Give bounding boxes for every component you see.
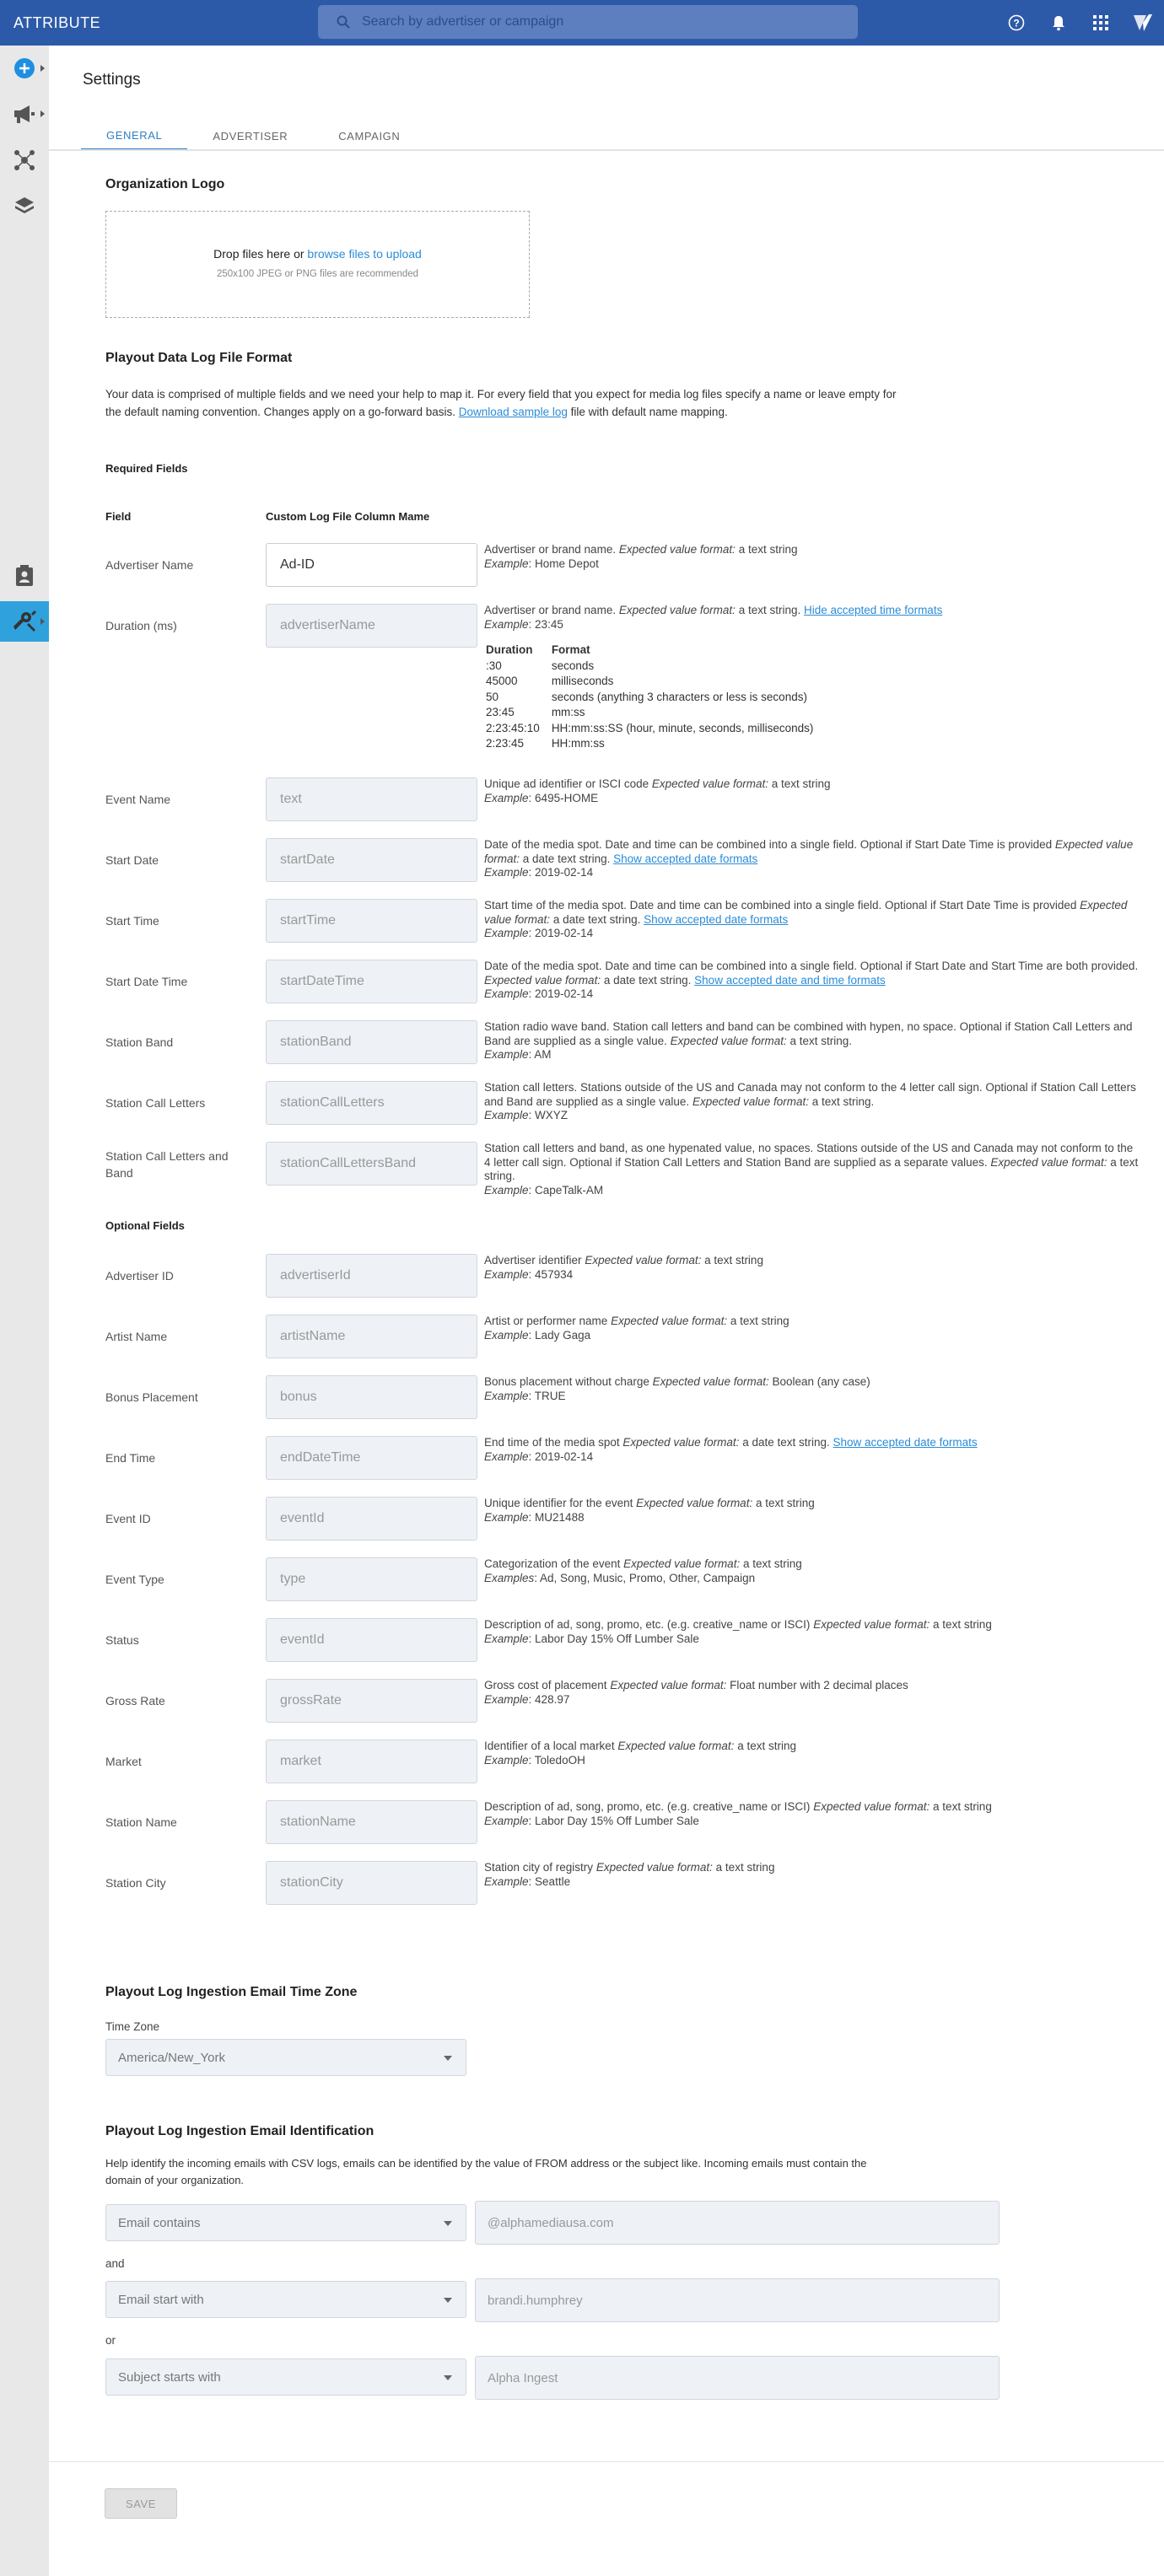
field-label: Advertiser Name (105, 558, 194, 572)
add-icon[interactable] (0, 48, 49, 89)
example-value: Labor Day 15% Off Lumber Sale (535, 1814, 699, 1827)
top-bar (0, 0, 1164, 46)
field-desc-text: Categorization of the event (484, 1557, 621, 1570)
example-label: Example (484, 1692, 529, 1706)
formats-toggle-link[interactable]: Show accepted date formats (613, 852, 758, 865)
rule-input-2[interactable]: brandi.humphrey (475, 2278, 1000, 2322)
field-label: Event Name (105, 793, 171, 806)
field-label: Duration (ms) (105, 619, 177, 632)
field-description: Advertiser identifier Expected value format: a text string Example: 457934 (484, 1254, 763, 1281)
expected-format-label: Expected value format: (813, 1800, 930, 1813)
expected-format-label: Expected value format: (990, 1155, 1107, 1169)
field-description: Categorization of the event Expected value format: a text string Examples: Ad, Song, Music, Promo, Other, Campaign (484, 1557, 802, 1584)
field-desc-text: Date of the media spot. Date and time can be combined into a single field. Optional if Start Date and Start Time are both provided. (484, 960, 1139, 972)
help-icon[interactable] (995, 14, 1037, 31)
or-connector: or (105, 2334, 116, 2347)
field-description: Station city of registry Expected value format: a text string Example: Seattle (484, 1861, 775, 1888)
expected-format-label: Expected value format: (611, 1315, 728, 1327)
example-label: Example (484, 1874, 529, 1888)
time-format-cell: seconds (551, 659, 595, 672)
time-format-cell: mm:ss (551, 706, 585, 718)
expected-format-value: Float number with 2 decimal places (730, 1679, 908, 1691)
col-header-field: Field (105, 510, 132, 523)
expected-format-value: a text string (771, 777, 831, 790)
field-desc-text: Station radio wave band. Station call letters and band can be combined with hypen, no space. Optional if Station Call Letters and Band are supplied as a single value. (484, 1020, 1133, 1047)
example-label: Example (484, 1109, 529, 1121)
field-input[interactable]: grossRate (266, 1679, 477, 1723)
time-format-header: Format (551, 643, 590, 656)
example-value: Ad, Song, Music, Promo, Other, Campaign (540, 1571, 756, 1584)
example-label: Example (484, 1632, 529, 1645)
expected-format-label: Expected value format: (692, 1094, 810, 1108)
expected-format-value: a text string (738, 543, 798, 556)
time-format-row (486, 722, 823, 736)
field-label: Start Date Time (105, 975, 188, 988)
example-label: Example (484, 1449, 529, 1463)
example-value: AM (534, 1048, 552, 1061)
field-input[interactable]: bonus (266, 1375, 477, 1419)
expected-format-value: a date text string. (603, 973, 692, 987)
field-label: Event Type (105, 1573, 164, 1586)
expected-format-value: a text string (737, 1740, 796, 1752)
example-label: Example (484, 866, 529, 879)
example-value: 2019-02-14 (535, 987, 594, 1000)
field-description: Bonus placement without charge Expected value format: Boolean (any case) Example: TRUE (484, 1375, 870, 1402)
field-desc-text: Date of the media spot. Date and time can be combined into a single field. Optional if Start Date Time is provided (484, 838, 1053, 851)
example-label: Example (484, 791, 529, 804)
field-description: End time of the media spot Expected value format: a date text string. Show accepted date formats Example: 2019-02-14 (484, 1436, 978, 1463)
field-description: Gross cost of placement Expected value format: Float number with 2 decimal places Example: 428.97 (484, 1679, 908, 1706)
field-input[interactable]: advertiserId (266, 1254, 477, 1298)
example-value: 2019-02-14 (535, 927, 594, 939)
field-input[interactable]: text (266, 777, 477, 821)
example-label: Example (484, 1753, 529, 1767)
org-logo-title: Organization Logo (105, 177, 225, 191)
field-label: Artist Name (105, 1330, 168, 1343)
example-label: Example (484, 1328, 529, 1342)
field-label: Station Band (105, 1035, 174, 1049)
field-desc-text: Description of ad, song, promo, etc. (e.g. creative_name or ISCI) (484, 1800, 811, 1813)
example-label: Examples (484, 1571, 535, 1584)
timezone-title: Playout Log Ingestion Email Time Zone (105, 1985, 358, 1999)
expected-format-value: a text string. (789, 1034, 853, 1047)
example-label: Example (484, 927, 529, 939)
formats-toggle-link[interactable]: Show accepted date and time formats (694, 973, 886, 987)
expected-format-value: a text string. (738, 604, 801, 616)
field-desc-text: Unique ad identifier or ISCI code (484, 777, 649, 790)
expected-format-value: a text string (715, 1861, 775, 1874)
time-format-cell: 45000 (486, 675, 518, 687)
example-value: 2019-02-14 (535, 866, 594, 879)
tab-advertiser[interactable]: ADVERTISER (213, 129, 288, 143)
example-value: Home Depot (535, 557, 599, 570)
timezone-value: America/New_York (118, 2050, 225, 2065)
timezone-label: Time Zone (105, 2020, 160, 2033)
brand-logo[interactable] (1122, 13, 1164, 33)
formats-toggle-link[interactable]: Show accepted date formats (833, 1436, 978, 1449)
expected-format-value: a text string (755, 1497, 815, 1509)
expected-format-label: Expected value format: (484, 899, 1128, 926)
field-desc-text: Advertiser or brand name. (484, 604, 617, 616)
field-input[interactable]: stationCity (266, 1861, 477, 1905)
example-value: Seattle (535, 1874, 571, 1888)
expected-format-value: a date text string. (742, 1436, 830, 1449)
field-label: Status (105, 1633, 139, 1647)
expected-format-label: Expected value format: (651, 777, 768, 790)
logo-hint: 250x100 JPEG or PNG files are recommended (216, 269, 419, 279)
example-label: Example (484, 1510, 529, 1524)
expected-format-label: Expected value format: (813, 1618, 930, 1631)
field-description: Station radio wave band. Station call letters and band can be combined with hypen, no space. Optional if Station Call Letters and Band are supplied as a single value. Expected value format: a text string. Example: AM (484, 1020, 1133, 1061)
browse-files-link[interactable]: browse files to upload (307, 247, 422, 261)
expected-format-value: Boolean (any case) (772, 1375, 870, 1388)
expected-format-value: a date text string. (552, 912, 641, 926)
example-label: Example (484, 1267, 529, 1281)
field-description: Unique ad identifier or ISCI code Expected value format: a text string Example: 6495-HOME (484, 777, 831, 804)
example-label: Example (484, 557, 529, 570)
field-input[interactable]: stationCallLetters (266, 1081, 477, 1125)
download-sample-log-link[interactable]: Download sample log (458, 406, 568, 418)
tab-campaign[interactable]: CAMPAIGN (338, 129, 401, 143)
page-title: Settings (83, 71, 141, 89)
field-desc-text: Artist or performer name (484, 1315, 608, 1327)
expected-format-value: a text string. (811, 1094, 875, 1108)
chevron-down-icon (444, 2298, 452, 2303)
field-input[interactable]: startDate (266, 838, 477, 882)
field-description: Date of the media spot. Date and time can be combined into a single field. Optional if Start Date and Start Time are both provided. Expected value format: a date text string. Show accepted date and time formats Example: 2019-02-14 (484, 960, 1139, 1000)
rule-input-3[interactable]: Alpha Ingest (475, 2356, 1000, 2400)
field-description: Date of the media spot. Date and time can be combined into a single field. Optional if Start Date Time is provided Expected value format: a date text string. Show accepted date formats Example: 2019-02-14 (484, 838, 1134, 879)
field-input[interactable]: eventId (266, 1618, 477, 1662)
time-format-cell: 2:23:45 (486, 737, 525, 750)
field-input[interactable]: startTime (266, 899, 477, 943)
save-button[interactable]: SAVE (105, 2488, 177, 2519)
logo-dropzone[interactable] (105, 211, 530, 318)
example-value: 23:45 (535, 617, 563, 631)
drop-text: Drop files here or (213, 247, 308, 261)
expected-format-label: Expected value format: (617, 1740, 735, 1752)
rule-select-3[interactable] (105, 2358, 466, 2396)
expected-format-label: Expected value format: (585, 1254, 702, 1266)
example-value: 457934 (535, 1267, 574, 1281)
example-label: Example (484, 987, 529, 1000)
field-desc-text: Unique identifier for the event (484, 1497, 633, 1509)
sidebar (0, 46, 49, 2576)
search-icon (337, 15, 350, 29)
field-description: Station call letters and band, as one hypenated value, no spaces. Stations outside of the US and Canada may not conform to the 4 letter call sign. Optional if Station Call Letters and Station Band are supplied as a separate values. Expected value format: a text string. Example: CapeTalk-AM (484, 1142, 1139, 1197)
field-label: End Time (105, 1451, 156, 1465)
col-header-custom: Custom Log File Column Mame (266, 510, 430, 523)
expected-format-label: Expected value format: (652, 1375, 769, 1388)
expected-format-value: a text string (742, 1557, 802, 1570)
field-input[interactable]: stationName (266, 1800, 477, 1844)
time-format-row (486, 675, 823, 689)
rule-input-1[interactable]: @alphamediausa.com (475, 2201, 1000, 2245)
expected-format-label: Expected value format: (484, 973, 601, 987)
required-fields-title: Required Fields (105, 462, 188, 475)
chevron-down-icon (444, 2056, 452, 2061)
rule-select-value: Email contains (118, 2215, 201, 2230)
field-description: Station call letters. Stations outside of the US and Canada may not conform to the 4 letter call sign. Optional if Station Call Letters and Band are supplied as a single value. Expected value format: a text string. Example: WXYZ (484, 1081, 1136, 1121)
field-desc-text: Station call letters and band, as one hypenated value, no spaces. Stations outside of the US and Canada may not conform to the 4 letter call sign. Optional if Station Call Letters and Station Band are supplied as a separate values. (484, 1142, 1134, 1169)
example-value: Lady Gaga (535, 1328, 591, 1342)
field-label: Start Time (105, 914, 159, 928)
time-format-row (486, 659, 823, 674)
field-description: Advertiser or brand name. Expected value format: a text string. Hide accepted time formats Example: 23:45 Duration Format :30 seconds 45000 milliseconds 50 seconds (anything 3 characters or less is seconds) 23:45 mm:ss 2:23:45:10 HH:mm:ss:SS (hour, minute, seconds, milliseconds) 2:23:45 HH:mm:ss (484, 604, 1142, 753)
rule-select-value: Subject starts with (118, 2369, 221, 2385)
field-label: Start Date (105, 853, 159, 867)
example-label: Example (484, 1389, 529, 1402)
field-input[interactable]: eventId (266, 1497, 477, 1541)
time-format-row (486, 691, 823, 705)
tab-general[interactable]: GENERAL (81, 121, 187, 150)
field-desc-text: Gross cost of placement (484, 1679, 607, 1691)
expected-format-value: a date text string. (522, 852, 611, 865)
example-value: MU21488 (535, 1510, 585, 1524)
email-ident-title: Playout Log Ingestion Email Identification (105, 2124, 375, 2138)
time-format-cell: HH:mm:ss (551, 737, 605, 750)
bell-icon[interactable] (1037, 14, 1080, 31)
field-desc-text: Station call letters. Stations outside of the US and Canada may not conform to the 4 letter call sign. Optional if Station Call Letters and Band are supplied as a single value. (484, 1081, 1136, 1108)
field-label: Event ID (105, 1512, 151, 1525)
field-description: Description of ad, song, promo, etc. (e.g. creative_name or ISCI) Expected value format: a text string Example: Labor Day 15% Off Lumber Sale (484, 1618, 992, 1645)
field-desc-text: Description of ad, song, promo, etc. (e.g. creative_name or ISCI) (484, 1618, 811, 1631)
network-icon[interactable] (0, 140, 49, 180)
field-input[interactable]: startDateTime (266, 960, 477, 1003)
timezone-select[interactable] (105, 2039, 466, 2076)
example-label: Example (484, 1814, 529, 1827)
field-label: Gross Rate (105, 1694, 165, 1707)
example-label: Example (484, 1183, 529, 1197)
chevron-down-icon (444, 2375, 452, 2380)
example-label: Example (484, 617, 529, 631)
expected-format-label: Expected value format: (636, 1497, 753, 1509)
expected-format-value: a text string (730, 1315, 789, 1327)
time-format-cell: 23:45 (486, 706, 515, 718)
tab-bar (81, 121, 425, 150)
field-label: Advertiser ID (105, 1269, 174, 1283)
settings-tools-icon[interactable] (0, 601, 49, 642)
field-desc-text: Advertiser identifier (484, 1254, 582, 1266)
field-desc-text: Station city of registry (484, 1861, 594, 1874)
rule-select-2[interactable] (105, 2281, 466, 2318)
field-label: Bonus Placement (105, 1390, 198, 1404)
playout-format-title: Playout Data Log File Format (105, 351, 293, 365)
field-label: Station Call Letters (105, 1096, 206, 1110)
expected-format-value: a text string (933, 1618, 992, 1631)
field-description: Description of ad, song, promo, etc. (e.g. creative_name or ISCI) Expected value format: a text string Example: Labor Day 15% Off Lumber Sale (484, 1800, 992, 1827)
field-desc-text: Identifier of a local market (484, 1740, 615, 1752)
field-description: Advertiser or brand name. Expected value format: a text string Example: Home Depot (484, 543, 798, 570)
expected-format-label: Expected value format: (595, 1861, 713, 1874)
expected-format-label: Expected value format: (670, 1034, 787, 1047)
field-desc-text: Bonus placement without charge (484, 1375, 649, 1388)
intro-tail: file with default name mapping. (567, 406, 728, 418)
svg-text:?: ? (1013, 17, 1020, 30)
time-format-row (486, 737, 823, 751)
expected-format-label: Expected value format: (622, 1436, 740, 1449)
field-label: Station Name (105, 1815, 177, 1829)
field-label: Market (105, 1755, 142, 1768)
search-bar[interactable] (318, 5, 858, 39)
field-desc-text: Start time of the media spot. Date and time can be combined into a single field. Optional if Start Date Time is provided (484, 899, 1077, 912)
formats-toggle-link[interactable]: Hide accepted time formats (804, 604, 943, 616)
field-label: Station Call Letters and Band (105, 1149, 229, 1180)
field-input[interactable]: stationBand (266, 1020, 477, 1064)
example-value: WXYZ (535, 1109, 569, 1121)
footer-divider (49, 2461, 1164, 2462)
example-value: TRUE (534, 1389, 566, 1402)
expected-format-value: a text string. (484, 1155, 1139, 1182)
search-input[interactable]: Search by advertiser or campaign (362, 14, 564, 29)
field-desc-text: Advertiser or brand name. (484, 543, 617, 556)
chevron-down-icon (444, 2221, 452, 2226)
example-label: Example (484, 1048, 529, 1061)
time-format-cell: milliseconds (551, 675, 614, 687)
expected-format-value: a text string (704, 1254, 763, 1266)
field-input[interactable]: type (266, 1557, 477, 1601)
time-format-cell: 2:23:45:10 (486, 721, 540, 734)
example-value: 428.97 (535, 1692, 570, 1706)
tab-divider (49, 149, 1164, 151)
example-value: Labor Day 15% Off Lumber Sale (535, 1632, 699, 1645)
time-formats-table (484, 642, 825, 753)
playout-intro (105, 385, 898, 421)
time-format-cell: seconds (anything 3 characters or less is seconds) (551, 690, 807, 703)
expected-format-value: a text string (933, 1800, 992, 1813)
time-format-row (486, 706, 823, 720)
field-input[interactable]: Ad-ID (266, 543, 477, 587)
layers-icon[interactable] (0, 186, 49, 226)
time-format-cell: 50 (486, 690, 499, 703)
expected-format-label: Expected value format: (618, 543, 736, 556)
expected-format-label: Expected value format: (618, 604, 736, 616)
rule-select-1[interactable] (105, 2204, 466, 2241)
field-description: Start time of the media spot. Date and time can be combined into a single field. Optional if Start Date Time is provided Expected value format: a date text string. Show accepted date formats Example: 2019-02-14 (484, 899, 1128, 939)
field-input[interactable]: stationCallLettersBand (266, 1142, 477, 1186)
field-input[interactable]: market (266, 1740, 477, 1783)
example-value: 6495-HOME (535, 791, 599, 804)
optional-fields-title: Optional Fields (105, 1219, 185, 1232)
field-label: Station City (105, 1876, 166, 1890)
formats-toggle-link[interactable]: Show accepted date formats (644, 912, 789, 926)
email-ident-desc: Help identify the incoming emails with CSV logs, emails can be identified by the value of FROM address or the subject like. Incoming emails must contain the domain of your organization. (105, 2157, 867, 2186)
field-input[interactable]: advertiserName (266, 604, 477, 648)
megaphone-icon[interactable] (0, 94, 49, 134)
brand-name[interactable]: ATTRIBUTE (13, 13, 101, 31)
rule-select-value: Email start with (118, 2292, 204, 2307)
time-format-cell: HH:mm:ss:SS (hour, minute, seconds, milliseconds) (551, 721, 814, 734)
field-input[interactable]: endDateTime (266, 1436, 477, 1480)
field-description: Unique identifier for the event Expected value format: a text string Example: MU21488 (484, 1497, 815, 1524)
field-input[interactable]: artistName (266, 1315, 477, 1358)
time-format-cell: :30 (486, 659, 502, 672)
example-value: CapeTalk-AM (535, 1183, 604, 1197)
field-desc-text: End time of the media spot (484, 1436, 620, 1449)
example-value: 2019-02-14 (535, 1449, 594, 1463)
expected-format-label: Expected value format: (623, 1557, 741, 1570)
field-description: Identifier of a local market Expected value format: a text string Example: ToledoOH (484, 1740, 796, 1767)
expected-format-label: Expected value format: (484, 838, 1134, 865)
and-connector: and (105, 2257, 125, 2270)
example-value: ToledoOH (534, 1753, 585, 1767)
time-format-header: Duration (486, 643, 533, 656)
contacts-icon[interactable] (0, 556, 49, 596)
field-description: Artist or performer name Expected value format: a text string Example: Lady Gaga (484, 1315, 789, 1342)
expected-format-label: Expected value format: (610, 1679, 727, 1691)
intro-text: Your data is comprised of multiple fields and we need your help to map it. For every field that you expect for media log files specify a name or leave empty for the default naming convention. Changes apply on a go-forward basis. (105, 388, 897, 418)
apps-grid-icon[interactable] (1080, 15, 1122, 30)
